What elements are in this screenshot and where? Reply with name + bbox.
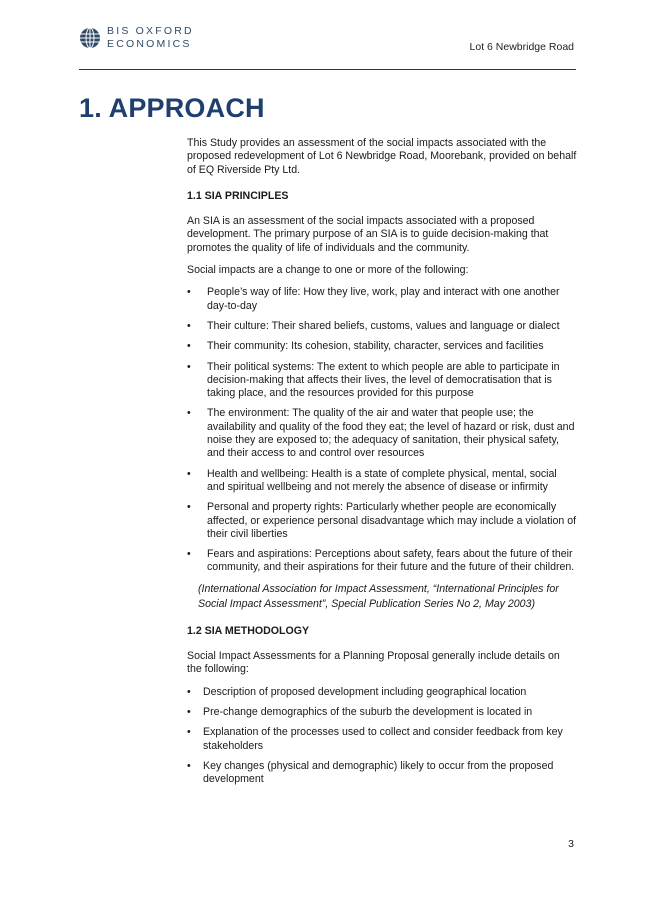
logo-line-1: BIS OXFORD [107, 25, 194, 37]
methodology-list [187, 686, 577, 787]
main-content [187, 137, 577, 793]
methodology-heading: 1.2 SIA METHODOLOGY [187, 624, 310, 637]
list-item: • People’s way of life: How they live, work, play and interact with one another day-to-day [187, 286, 577, 313]
logo-wordmark [107, 25, 194, 51]
list-item: • The environment: The quality of the air and water that people use; the availability and quality of the food they eat; the level of hazard or risk, dust and noise they are exposed to; the adequacy of sanitation, their physical safety, and their access to and control over resources [187, 407, 577, 460]
globe-icon [79, 27, 101, 49]
logo-line-2: ECONOMICS [107, 38, 192, 50]
list-item: • Personal and property rights: Particularly whether people are economically affected, or experience personal disadvantage which may include a violation of their civil liberties [187, 501, 577, 541]
header-divider [79, 69, 576, 70]
list-item: • Their culture: Their shared beliefs, customs, values and language or dialect [187, 320, 577, 333]
list-item: • Their political systems: The extent to which people are able to participate in decision-making that affects their lives, the level of democratisation that is taking place, and the resources provided for this purpose [187, 361, 577, 401]
principles-paragraph-1: An SIA is an assessment of the social impacts associated with a proposed development. The primary purpose of an SIA is to guide decision-making that promotes the quality of life of individuals and the community. [187, 215, 549, 254]
principles-list [187, 286, 577, 574]
list-item: • Description of proposed development including geographical location [187, 686, 577, 699]
intro-paragraph: This Study provides an assessment of the social impacts associated with the proposed redevelopment of Lot 6 Newbridge Road, Moorebank, provided on behalf of EQ Riverside Pty Ltd. [187, 137, 577, 176]
section-title: 1. APPROACH [79, 93, 265, 123]
header-document-title: Lot 6 Newbridge Road [469, 41, 574, 53]
list-item: • Explanation of the processes used to collect and consider feedback from key stakeholders [187, 726, 577, 753]
methodology-paragraph-1: Social Impact Assessments for a Planning Proposal generally include details on the following: [187, 650, 560, 676]
list-item: • Pre-change demographics of the suburb the development is located in [187, 706, 577, 719]
principles-paragraph-2: Social impacts are a change to one or more of the following: [187, 264, 469, 277]
list-item: • Key changes (physical and demographic) likely to occur from the proposed development [187, 760, 577, 787]
list-item: • Their community: Its cohesion, stability, character, services and facilities [187, 340, 577, 353]
list-item: • Health and wellbeing: Health is a state of complete physical, mental, social and spiritual wellbeing and not merely the absence of disease or infirmity [187, 468, 577, 495]
list-item: • Fears and aspirations: Perceptions about safety, fears about the future of their community, and their aspirations for their future and the future of their children. [187, 548, 577, 575]
company-logo [79, 25, 194, 51]
citation: (International Association for Impact Assessment, “International Principles for Social Impact Assessment”, Special Publication Series No 2, May 2003) [198, 582, 559, 610]
principles-heading: 1.1 SIA PRINCIPLES [187, 189, 289, 202]
page-number: 3 [568, 838, 574, 850]
